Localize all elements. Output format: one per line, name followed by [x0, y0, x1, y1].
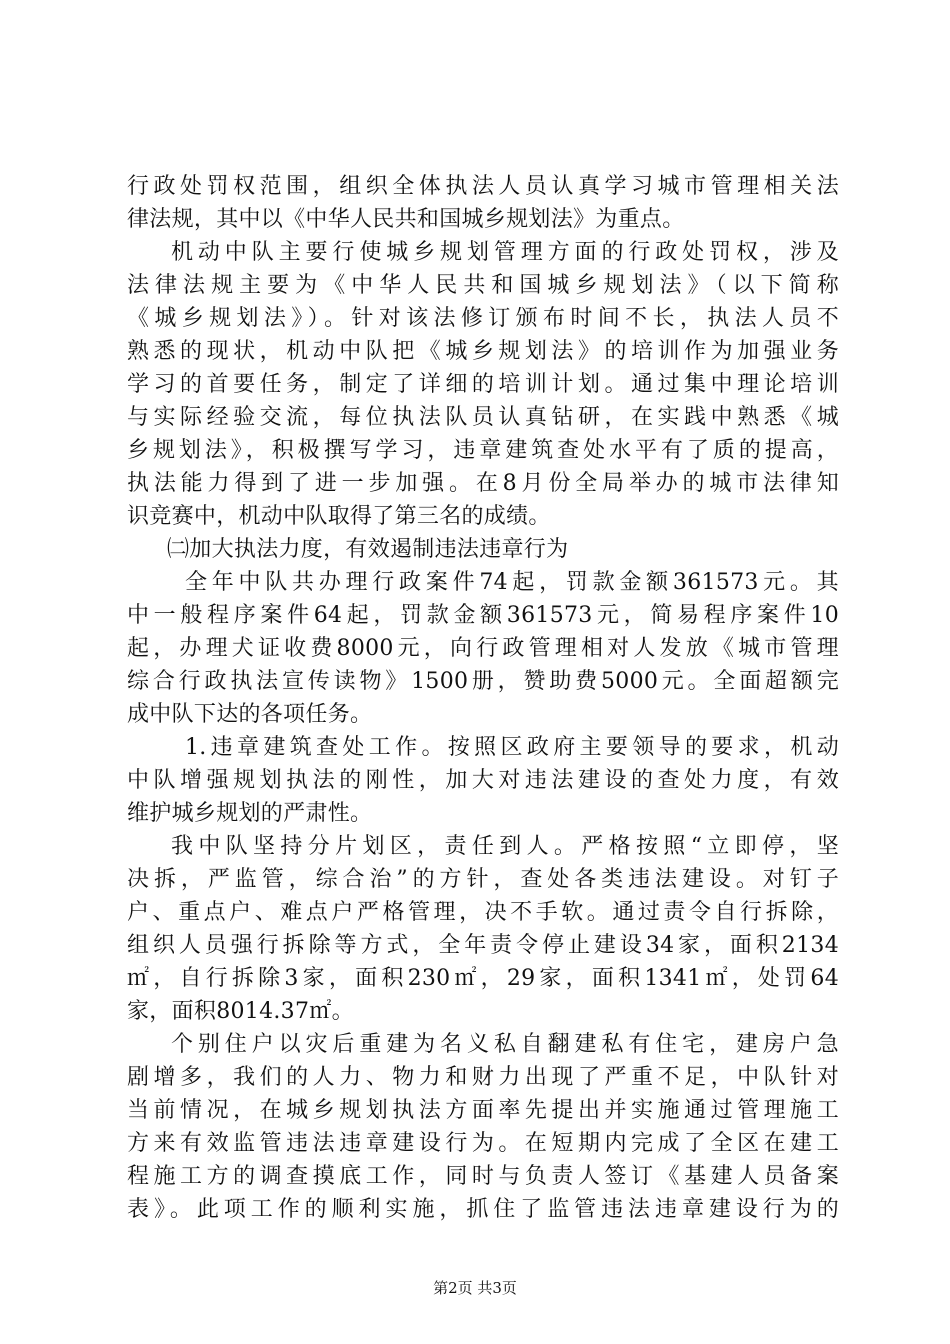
text-line: ㎡，自行拆除3家，面积230㎡，29家，面积1341㎡，处罚64: [127, 966, 839, 991]
text-line: 《城乡规划法》）。针对该法修订颁布时间不长，执法人员不: [127, 306, 839, 331]
text-line: 方来有效监管违法违章建设行为。在短期内完成了全区在建工: [127, 1131, 839, 1156]
text-line: 当前情况，在城乡规划执法方面率先提出并实施通过管理施工: [127, 1098, 839, 1123]
section-heading: ㈡加大执法力度，有效遏制违法违章行为: [167, 537, 569, 562]
text-line: 执法能力得到了进一步加强。在8月份全局举办的城市法律知: [127, 471, 839, 496]
text-line: 与实际经验交流，每位执法队员认真钻研，在实践中熟悉《城: [127, 405, 839, 430]
paragraph-start-line: 机动中队主要行使城乡规划管理方面的行政处罚权，涉及: [171, 240, 839, 265]
text-line: 户、重点户、难点户严格管理，决不手软。通过责令自行拆除，: [127, 900, 839, 925]
text-line: 乡规划法》，积极撰写学习，违章建筑查处水平有了质的提高，: [127, 438, 839, 463]
text-line: 决拆，严监管，综合治”的方针，查处各类违法建设。对钉子: [127, 867, 839, 892]
paragraph-start-line: 个别住户以灾后重建为名义私自翻建私有住宅，建房户急: [171, 1032, 839, 1057]
text-line: 学习的首要任务，制定了详细的培训计划。通过集中理论培训: [127, 372, 839, 397]
text-line: 成中队下达的各项任务。: [127, 702, 373, 727]
paragraph-start-line: 1.违章建筑查处工作。按照区政府主要领导的要求，机动: [185, 735, 839, 760]
text-line: 表》。此项工作的顺利实施，抓住了监管违法违章建设行为的: [127, 1197, 839, 1222]
page-footer: [0, 1278, 950, 1298]
text-line: 剧增多，我们的人力、物力和财力出现了严重不足，中队针对: [127, 1065, 839, 1090]
paragraph-start-line: 全年中队共办理行政案件74起，罚款金额361573元。其: [185, 570, 839, 595]
paragraph-start-line: 我中队坚持分片划区，责任到人。严格按照“立即停，坚: [171, 834, 839, 859]
text-line: 中队增强规划执法的刚性，加大对违法建设的查处力度，有效: [127, 768, 839, 793]
page-number: 第2页 共3页: [433, 1279, 517, 1297]
text-line: 法律法规主要为《中华人民共和国城乡规划法》（以下简称: [127, 273, 839, 298]
text-line: 组织人员强行拆除等方式，全年责令停止建设34家，面积2134: [127, 933, 839, 958]
text-line: 维护城乡规划的严肃性。: [127, 801, 373, 826]
document-body: [127, 170, 839, 1226]
text-line: 中一般程序案件64起，罚款金额361573元，简易程序案件10: [127, 603, 839, 628]
text-line: 识竞赛中，机动中队取得了第三名的成绩。: [127, 504, 551, 529]
text-line: 家，面积8014.37㎡。: [127, 999, 354, 1024]
text-line: 行政处罚权范围，组织全体执法人员认真学习城市管理相关法: [127, 174, 839, 199]
text-line: 综合行政执法宣传读物》1500册，赞助费5000元。全面超额完: [127, 669, 839, 694]
text-line: 律法规，其中以《中华人民共和国城乡规划法》为重点。: [127, 207, 685, 232]
text-line: 程施工方的调查摸底工作，同时与负责人签订《基建人员备案: [127, 1164, 839, 1189]
text-line: 熟悉的现状，机动中队把《城乡规划法》的培训作为加强业务: [127, 339, 839, 364]
text-line: 起，办理犬证收费8000元，向行政管理相对人发放《城市管理: [127, 636, 839, 661]
